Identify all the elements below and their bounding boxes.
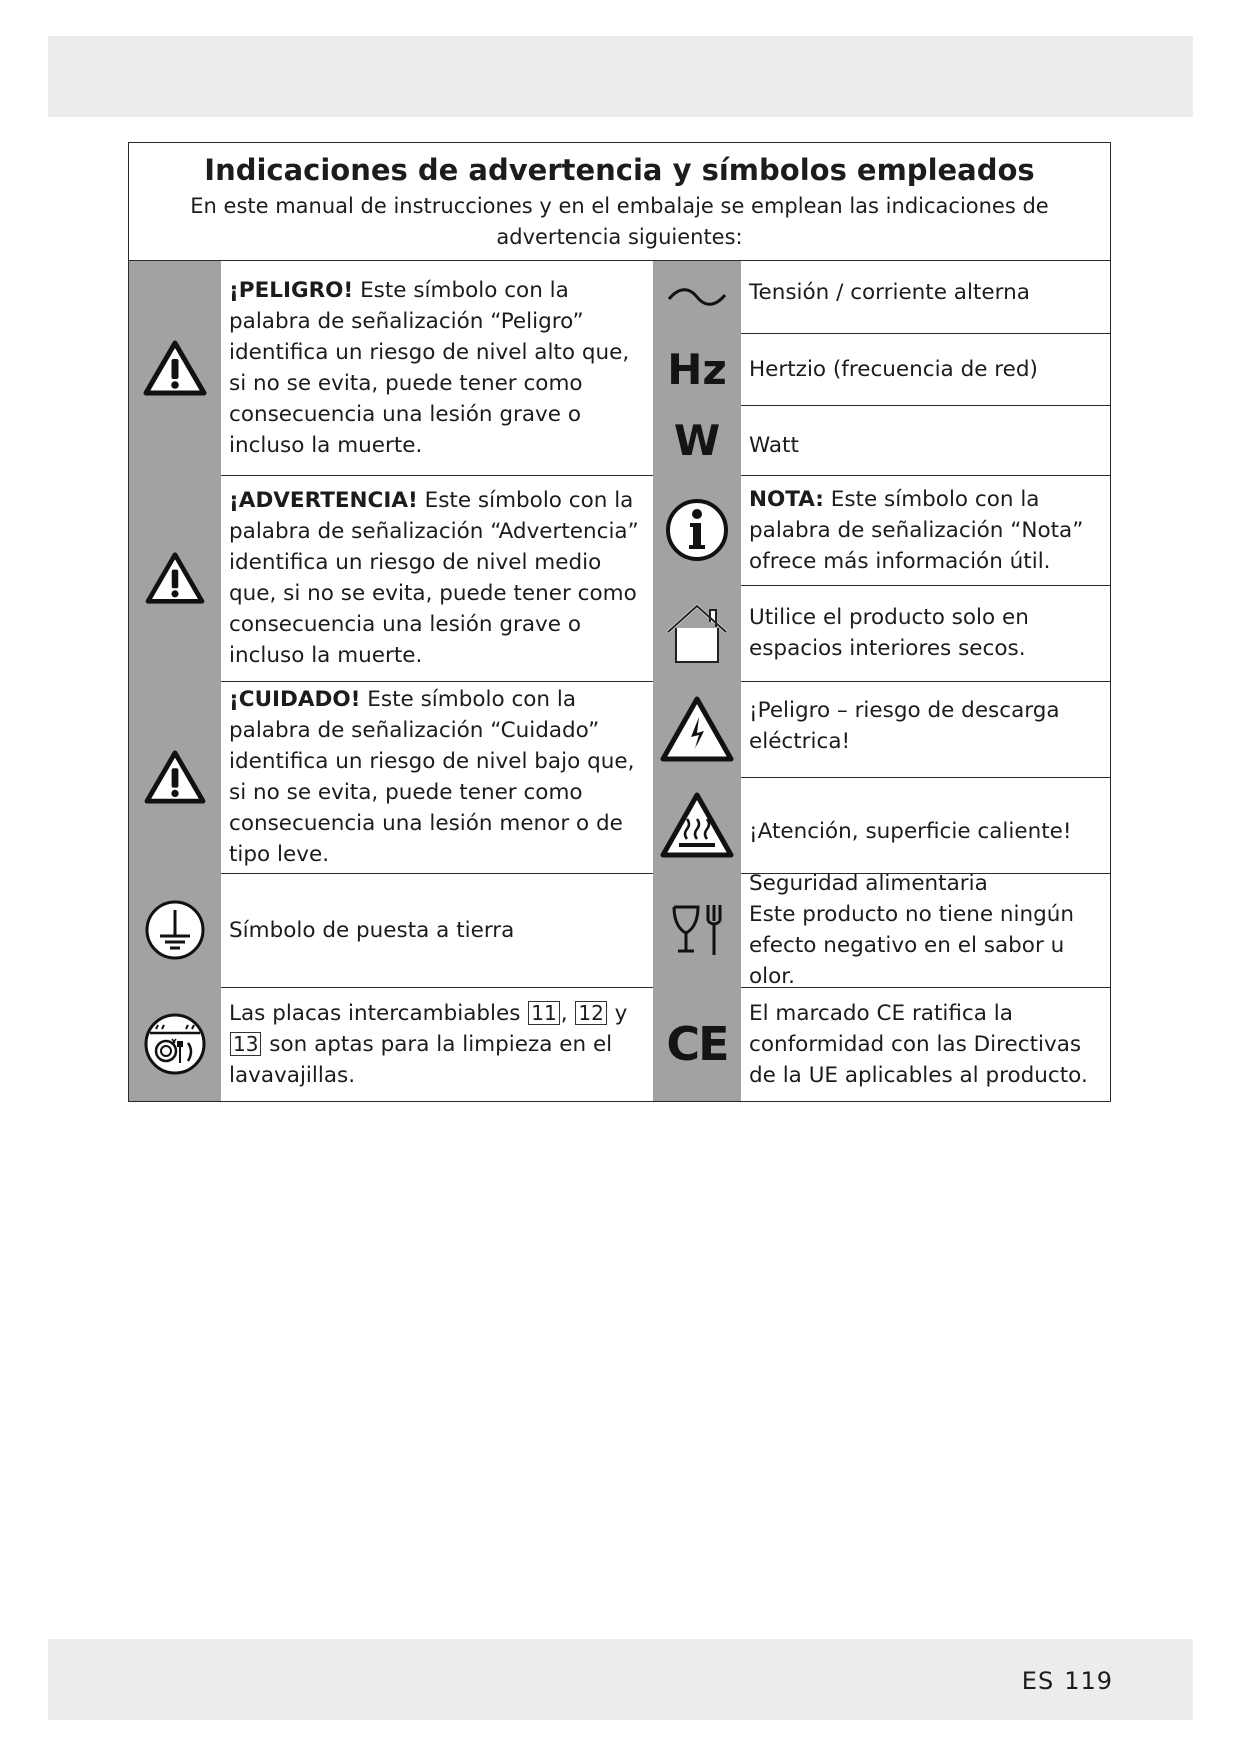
tension-text: Tensión / corriente alterna: [749, 280, 1030, 305]
footer-band: [48, 1639, 1193, 1720]
electric-shock-warning-icon: [659, 695, 735, 763]
table-subtitle: En este manual de instrucciones y en el embalaje se emplean las indicaciones de advertencia siguientes:: [190, 194, 1049, 249]
warning-triangle-icon: [144, 749, 206, 805]
nota-keyword: NOTA:: [749, 486, 824, 512]
nota-description: [749, 484, 1102, 577]
peligro-description: [229, 275, 645, 461]
cuidado-text-cell: [221, 681, 653, 873]
placas-text-cell: [221, 987, 653, 1101]
alimentaria-description: [749, 868, 1102, 992]
ce-text-cell: [741, 987, 1110, 1101]
ce-icon-cell: [653, 987, 741, 1101]
placas-text-a: Las placas intercambiables: [229, 1000, 528, 1026]
hot-surface-warning-icon: [659, 791, 735, 859]
interiores-text-cell: [741, 585, 1110, 681]
advertencia-keyword: ¡ADVERTENCIA!: [229, 488, 418, 513]
nota-text-cell: [741, 475, 1110, 585]
ref-12: 12: [575, 1001, 606, 1025]
placas-text-c: son aptas para la limpieza en el lavavajillas.: [229, 1031, 613, 1088]
peligro-text: Este símbolo con la palabra de señalización “Peligro” identifica un riesgo de nivel alto que, si no se evita, puede tener como consecuencia una lesión grave o incluso la muerte.: [229, 278, 630, 458]
hertzio-text-cell: [741, 333, 1110, 405]
alternating-current-icon: [665, 285, 729, 309]
watt-text-cell: [741, 405, 1110, 475]
advertencia-text-cell: [221, 475, 653, 681]
advertencia-icon-cell: [129, 475, 221, 681]
table-title: Indicaciones de advertencia y símbolos empleados: [204, 153, 1035, 187]
page-number: [1022, 1667, 1113, 1695]
table-header: [129, 143, 1110, 261]
alimentaria-text: Este producto no tiene ningún efecto negativo en el sabor u olor.: [749, 902, 1075, 989]
ce-mark-icon: CE: [666, 1017, 728, 1071]
alimentaria-text-cell: [741, 873, 1110, 987]
descarga-icon-cell: [653, 681, 741, 777]
ref-13: 13: [230, 1032, 261, 1056]
peligro-icon-cell: [129, 261, 221, 475]
page-num: 119: [1064, 1667, 1113, 1695]
caliente-icon-cell: [653, 777, 741, 873]
descarga-text-cell: [741, 681, 1110, 777]
nota-text: Este símbolo con la palabra de señalización “Nota” ofrece más información útil.: [749, 486, 1084, 574]
warning-triangle-icon: [143, 339, 207, 397]
dishwasher-safe-icon: [142, 1011, 208, 1077]
info-icon: [664, 497, 730, 563]
hertzio-icon-cell: [653, 333, 741, 405]
symbols-table: [128, 142, 1111, 1102]
tierra-text-cell: [221, 873, 653, 987]
alimentaria-icon-cell: [653, 873, 741, 987]
food-safe-icon: [664, 897, 730, 963]
watt-icon: W: [673, 415, 721, 465]
placas-icon-cell: [129, 987, 221, 1101]
advertencia-text: Este símbolo con la palabra de señalización “Advertencia” identifica un riesgo de nivel medio que, si no se evita, puede tener como consecuencia una lesión grave o incluso la muerte.: [229, 488, 639, 668]
ref-11: 11: [528, 1001, 559, 1025]
watt-icon-cell: [653, 405, 741, 475]
cuidado-keyword: ¡CUIDADO!: [229, 687, 361, 712]
interiores-icon-cell: [653, 585, 741, 681]
hz-icon: Hz: [667, 344, 727, 394]
peligro-text-cell: [221, 261, 653, 475]
placas-text-b: y: [607, 1000, 628, 1026]
placas-sep1: ,: [560, 1000, 575, 1026]
cuidado-icon-cell: [129, 681, 221, 873]
descarga-text: ¡Peligro – riesgo de descarga eléctrica!: [749, 698, 1060, 754]
advertencia-description: [229, 485, 645, 671]
hertzio-text: Hertzio (frecuencia de red): [749, 356, 1038, 382]
interiores-text: Utilice el producto solo en espacios interiores secos.: [749, 605, 1029, 661]
placas-description: [229, 998, 645, 1091]
caliente-text: ¡Atención, superficie caliente!: [749, 818, 1072, 844]
cuidado-text: Este símbolo con la palabra de señalización “Cuidado” identifica un riesgo de nivel bajo que, si no se evita, puede tener como consecuencia una lesión menor o de tipo leve.: [229, 687, 635, 867]
page-lang: ES: [1021, 1667, 1055, 1695]
peligro-keyword: ¡PELIGRO!: [229, 278, 354, 303]
tension-icon-cell: [653, 261, 741, 333]
ground-symbol-icon: [143, 898, 207, 962]
nota-icon-cell: [653, 475, 741, 585]
header-band: [48, 36, 1193, 117]
tierra-icon-cell: [129, 873, 221, 987]
tension-text-cell: [741, 261, 1110, 333]
alimentaria-title: Seguridad alimentaria: [749, 871, 988, 896]
cuidado-description: [229, 684, 645, 870]
ce-text: El marcado CE ratifica la conformidad con las Directivas de la UE aplicables al producto.: [749, 1000, 1088, 1088]
caliente-text-cell: [741, 777, 1110, 873]
warning-triangle-icon: [145, 551, 205, 605]
tierra-text: Símbolo de puesta a tierra: [229, 917, 515, 943]
house-icon: [662, 598, 732, 668]
watt-text: Watt: [749, 432, 799, 458]
